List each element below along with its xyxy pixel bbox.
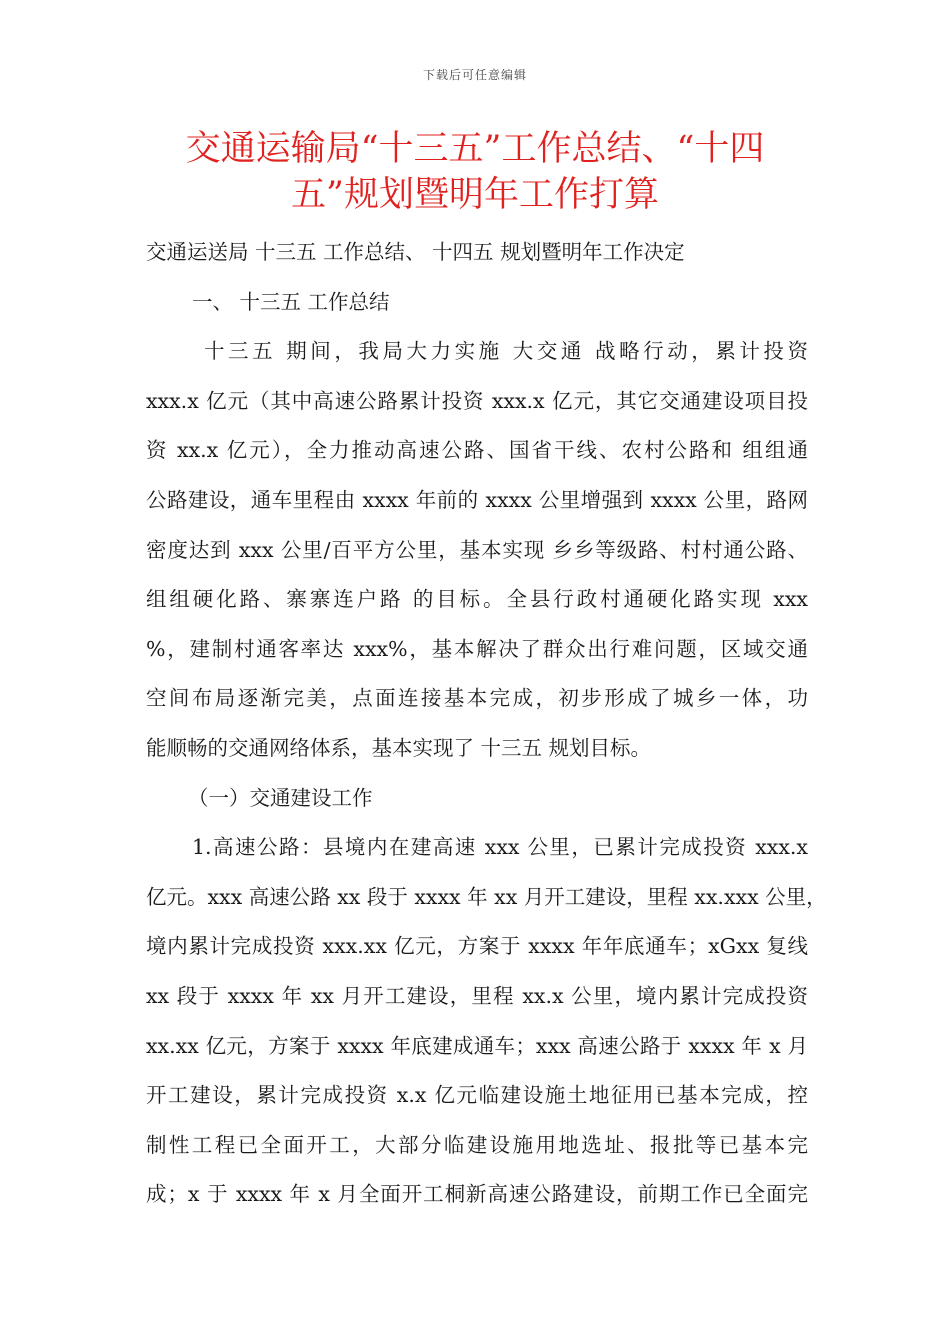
paragraph-line: 开工建设，累计完成投资 x.x 亿元临建设施土地征用已基本完成，控	[146, 1083, 808, 1108]
paragraph-line: 1.高速公路：县境内在建高速 xxx 公里，已累计完成投资 xxx.x	[192, 835, 808, 860]
paragraph-line: 十三五 期间，我局大力实施 大交通 战略行动，累计投资	[204, 339, 808, 364]
paragraph-line: %，建制村通客率达 xxx%，基本解决了群众出行难问题，区域交通	[146, 636, 808, 661]
paragraph-line: 成；x 于 xxxx 年 x 月全面开工桐新高速公路建设，前期工作已全面完	[146, 1182, 808, 1207]
paragraph-line: 密度达到 xxx 公里/百平方公里，基本实现 乡乡等级路、村村通公路、	[146, 537, 808, 562]
paragraph-line: 能顺畅的交通网络体系，基本实现了 十三五 规划目标。	[146, 735, 652, 760]
paragraph-line: 境内累计完成投资 xxx.xx 亿元，方案于 xxxx 年年底通车；xGxx 复线	[146, 934, 808, 959]
paragraph-line: 公路建设，通车里程由 xxxx 年前的 xxxx 公里增强到 xxxx 公里，路网	[146, 487, 808, 512]
header-note: 下载后可任意编辑	[422, 68, 527, 82]
paragraph-line: xx 段于 xxxx 年 xx 月开工建设，里程 xx.x 公里，境内累计完成投资	[146, 983, 808, 1008]
document-title	[110, 126, 840, 218]
document-body	[146, 228, 827, 1220]
paragraph-line: 亿元。xxx 高速公路 xx 段于 xxxx 年 xx 月开工建设，里程 xx.xxx 公里，	[146, 884, 827, 909]
title-line-2: 五”规划暨明年工作打算	[291, 175, 659, 215]
paragraph-line: 组组硬化路、寨寨连户路 的目标。全县行政村通硬化路实现 xxx	[146, 587, 808, 612]
paragraph-line: xxx.x 亿元（其中高速公路累计投资 xxx.x 亿元，其它交通建设项目投	[146, 388, 808, 413]
section-heading: 一、 十三五 工作总结	[192, 289, 390, 314]
paragraph-line: 制性工程已全面开工，大部分临建设施用地选址、报批等已基本完	[146, 1132, 808, 1157]
title-line-1: 交通运输局“十三五”工作总结、“十四	[185, 129, 765, 169]
subtitle-line: 交通运送局 十三五 工作总结、 十四五 规划暨明年工作决定	[146, 240, 685, 264]
subsection-heading: （一）交通建设工作	[188, 785, 373, 810]
paragraph-line: 空间布局逐渐完美，点面连接基本完成，初步形成了城乡一体，功	[146, 686, 808, 711]
paragraph-line: 资 xx.x 亿元），全力推动高速公路、国省干线、农村公路和 组组通	[146, 438, 808, 463]
paragraph-line: xx.xx 亿元，方案于 xxxx 年底建成通车；xxx 高速公路于 xxxx 年 x 月	[146, 1033, 808, 1058]
